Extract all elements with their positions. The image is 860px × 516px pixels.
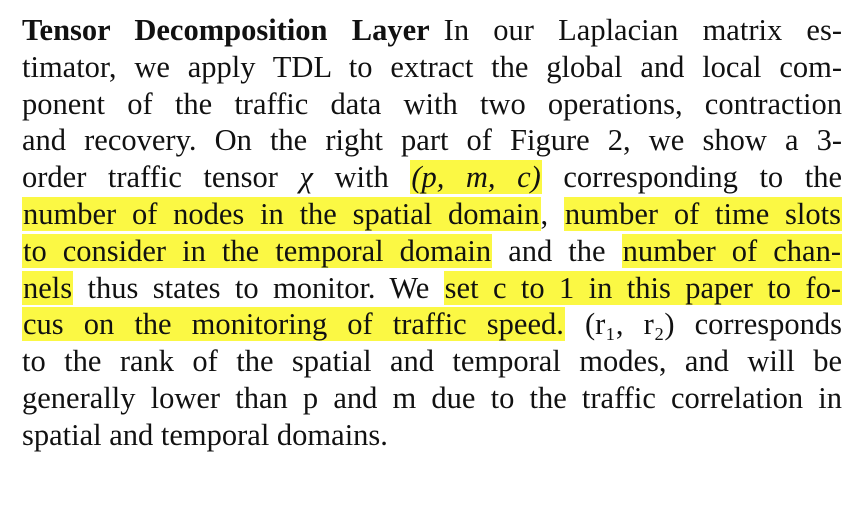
- text-line-11: [22, 380, 842, 417]
- text-run: (r₁, r₂) corresponds: [564, 307, 842, 342]
- text-line-9: [22, 306, 842, 343]
- text-run: ponent of the traffic data with two operations, contraction: [22, 86, 842, 121]
- highlighted-text: number of chan-: [622, 233, 841, 268]
- text-run: ,: [540, 196, 564, 231]
- text-line-10: [22, 343, 842, 380]
- highlighted-text: to consider in the temporal domain: [23, 233, 492, 268]
- text-line-4: [22, 122, 842, 159]
- text-line-3: [22, 86, 842, 123]
- text-line-1: [22, 12, 842, 49]
- text-line-12: [22, 417, 842, 454]
- text-run: with: [312, 160, 411, 195]
- highlighted-text: set c to 1 in this paper to fo-: [444, 270, 841, 305]
- text-line-6: [22, 196, 842, 233]
- text-run: and the: [492, 233, 622, 268]
- tensor-symbol: χ: [299, 160, 313, 195]
- paragraph-heading: Tensor Decomposition Layer: [22, 13, 430, 47]
- text-line-5: [22, 159, 842, 196]
- text-run: generally lower than p and m due to the traffic correlation in: [22, 380, 842, 415]
- highlighted-text: cus on the monitoring of traffic speed.: [23, 307, 564, 342]
- highlighted-text: number of time slots: [564, 196, 841, 231]
- text-run: order traffic tensor: [22, 160, 300, 195]
- text-run: timator, we apply TDL to extract the global and local com-: [22, 49, 842, 84]
- highlighted-text: number of nodes in the spatial domain: [23, 196, 540, 231]
- highlighted-text: (p, m, c): [411, 160, 541, 195]
- text-run: spatial and temporal domains.: [22, 417, 388, 452]
- text-line-7: [22, 233, 842, 270]
- text-run: In our Laplacian matrix es-: [443, 13, 842, 47]
- text-run: thus states to monitor. We: [73, 270, 444, 305]
- text-run: corresponding to the: [541, 160, 842, 195]
- text-run: to the rank of the spatial and temporal modes, and will be: [22, 344, 842, 379]
- text-line-2: [22, 49, 842, 86]
- highlighted-text: nels: [23, 270, 73, 305]
- text-line-8: [22, 270, 842, 307]
- paragraph: [22, 12, 842, 454]
- text-run: and recovery. On the right part of Figure 2, we show a 3-: [22, 123, 842, 158]
